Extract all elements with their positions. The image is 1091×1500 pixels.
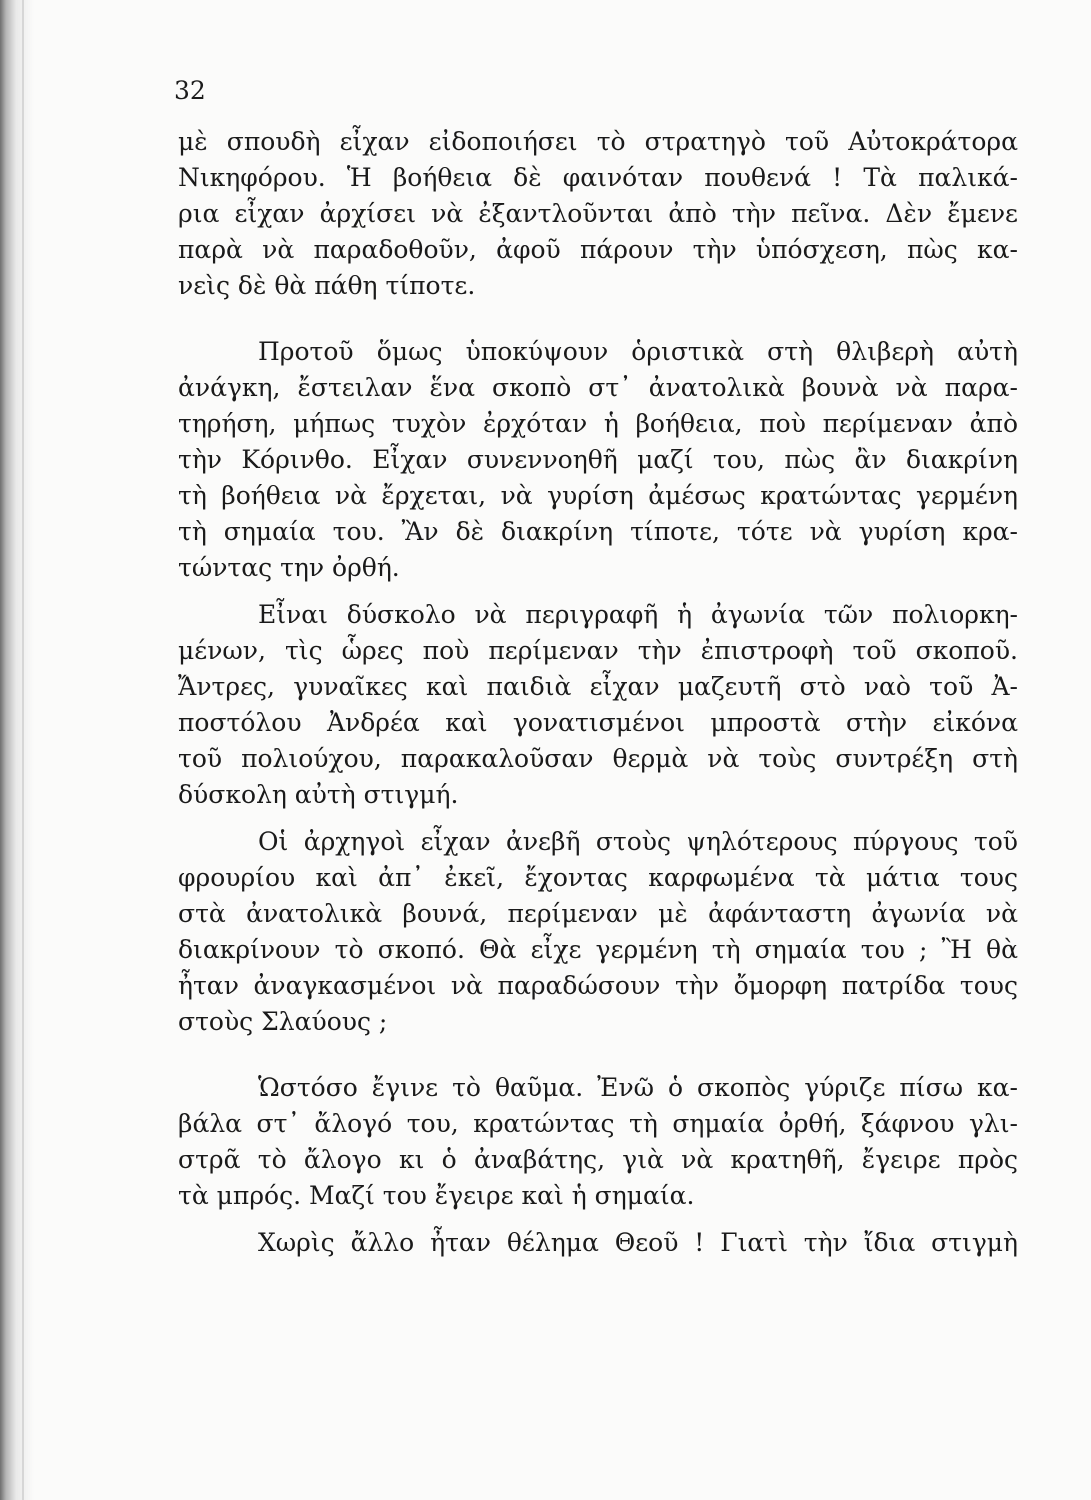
text-line: ποστόλου Ἀνδρέα καὶ γονατισμένοι μπροστὰ στὴν εἰκόνα xyxy=(178,708,1018,737)
text-line: φρουρίου καὶ ἀπ᾽ ἐκεῖ, ἔχοντας καρφωμένα τὰ μάτια τους xyxy=(178,863,1018,892)
page-binding-shadow xyxy=(0,0,34,1500)
text-line: μὲ σπουδὴ εἶχαν εἰδοποιήσει τὸ στρατηγὸ τοῦ Αὐτοκράτορα xyxy=(178,127,1018,156)
text-line: τηρήση, μήπως τυχὸν ἐρχόταν ἡ βοήθεια, ποὺ περίμεναν ἀπὸ xyxy=(178,409,1018,438)
text-line: ἦταν ἀναγκασμένοι νὰ παραδώσουν τὴν ὄμορφη πατρίδα τους xyxy=(178,971,1018,1000)
text-line: τὰ μπρός. Μαζί του ἔγειρε καὶ ἡ σημαία. xyxy=(178,1181,695,1210)
page-edge-line xyxy=(22,0,24,1500)
text-line: τὴ βοήθεια νὰ ἔρχεται, νὰ γυρίση ἀμέσως κρατώντας γερμένη xyxy=(178,481,1018,510)
text-line: παρὰ νὰ παραδοθοῦν, ἀφοῦ πάρουν τὴν ὑπόσχεση, πὼς κα- xyxy=(178,235,1018,264)
text-line: νεὶς δὲ θὰ πάθη τίποτε. xyxy=(178,271,476,300)
text-line: Χωρὶς ἄλλο ἦταν θέλημα Θεοῦ ! Γιατὶ τὴν ἴδια στιγμὴ xyxy=(258,1228,1018,1257)
paragraph-6 xyxy=(178,1225,1018,1261)
text-line: μένων, τὶς ὧρες ποὺ περίμεναν τὴν ἐπιστροφὴ τοῦ σκοποῦ. xyxy=(178,636,1018,665)
text-line: ἀνάγκη, ἔστειλαν ἕνα σκοπὸ στ᾽ ἀνατολικὰ βουνὰ νὰ παρα- xyxy=(178,373,1018,402)
text-line: στοὺς Σλαύους ; xyxy=(178,1007,388,1036)
paragraph-4 xyxy=(178,824,1018,1040)
text-line: Ἄντρες, γυναῖκες καὶ παιδιὰ εἶχαν μαζευτῆ στὸ ναὸ τοῦ Ἀ- xyxy=(178,672,1018,701)
text-line: Οἱ ἀρχηγοὶ εἶχαν ἀνεβῆ στοὺς ψηλότερους πύργους τοῦ xyxy=(258,827,1018,856)
text-line: τὴ σημαία του. Ἂν δὲ διακρίνη τίποτε, τότε νὰ γυρίση κρα- xyxy=(178,517,1018,546)
text-line: Προτοῦ ὅμως ὑποκύψουν ὁριστικὰ στὴ θλιβερὴ αὐτὴ xyxy=(258,337,1018,366)
text-line: ρια εἶχαν ἀρχίσει νὰ ἐξαντλοῦνται ἀπὸ τὴν πεῖνα. Δὲν ἔμενε xyxy=(178,199,1018,228)
text-line: δύσκολη αὐτὴ στιγμή. xyxy=(178,780,459,809)
text-line: τώντας την ὀρθή. xyxy=(178,553,400,582)
text-line: στὰ ἀνατολικὰ βουνά, περίμεναν μὲ ἀφάνταστη ἀγωνία νὰ xyxy=(178,899,1018,928)
text-line: Ὡστόσο ἔγινε τὸ θαῦμα. Ἐνῶ ὁ σκοπὸς γύριζε πίσω κα- xyxy=(258,1073,1018,1102)
paragraph-2 xyxy=(178,334,1018,586)
paragraph-5 xyxy=(178,1070,1018,1214)
text-line: διακρίνουν τὸ σκοπό. Θὰ εἶχε γερμένη τὴ σημαία του ; Ἢ θὰ xyxy=(178,935,1018,964)
paragraph-1 xyxy=(178,124,1018,304)
paragraph-3 xyxy=(178,597,1018,813)
text-line: στρᾶ τὸ ἄλογο κι ὁ ἀναβάτης, γιὰ νὰ κρατηθῆ, ἔγειρε πρὸς xyxy=(178,1145,1018,1174)
body-text xyxy=(178,124,1018,1261)
text-line: Νικηφόρου. Ἡ βοήθεια δὲ φαινόταν πουθενά ! Τὰ παλικά- xyxy=(178,163,1018,192)
text-line: βάλα στ᾽ ἄλογό του, κρατώντας τὴ σημαία ὀρθή, ξάφνου γλι- xyxy=(178,1109,1018,1138)
page-number: 32 xyxy=(174,76,206,105)
text-line: τοῦ πολιούχου, παρακαλοῦσαν θερμὰ νὰ τοὺς συντρέξη στὴ xyxy=(178,744,1018,773)
text-line: Εἶναι δύσκολο νὰ περιγραφῆ ἡ ἀγωνία τῶν πολιορκη- xyxy=(258,600,1018,629)
text-line: τὴν Κόρινθο. Εἶχαν συνεννοηθῆ μαζί του, πὼς ἂν διακρίνη xyxy=(178,445,1018,474)
